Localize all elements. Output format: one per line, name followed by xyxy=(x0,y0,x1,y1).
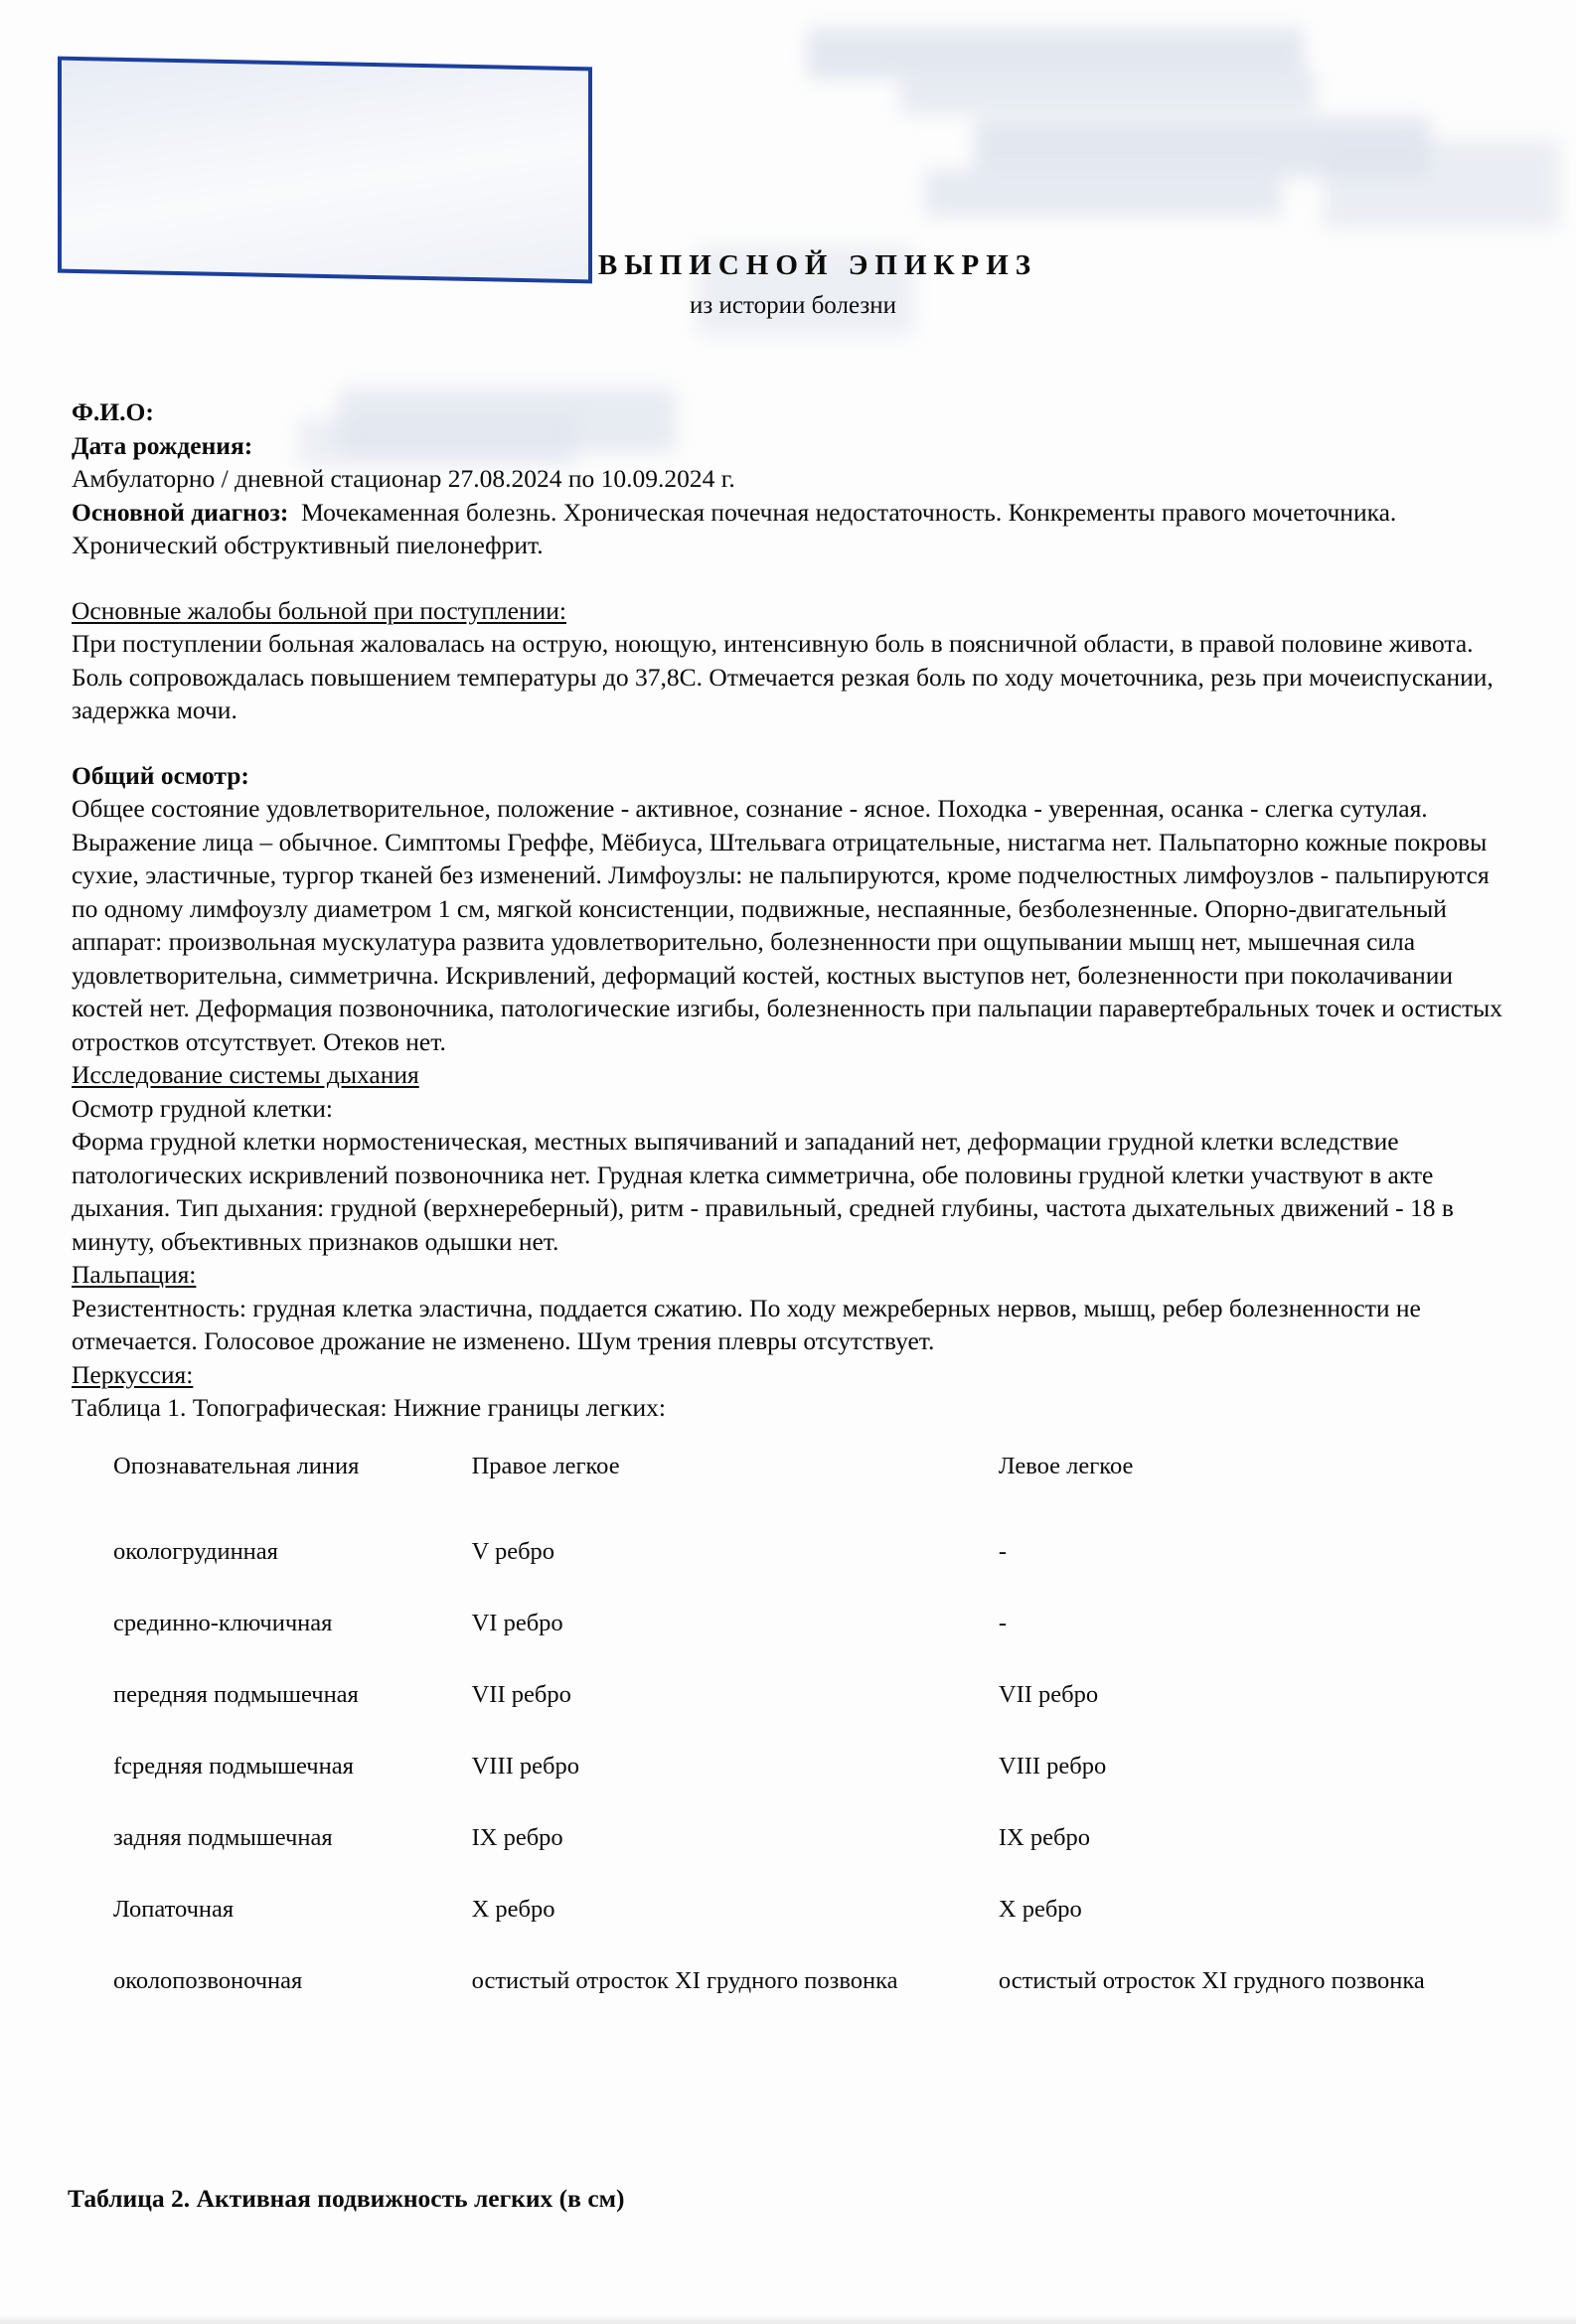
cell-left: X ребро xyxy=(998,1895,1082,1923)
cell-line: окологрудинная xyxy=(113,1537,278,1565)
document-title: ВЫПИСНОЙ ЭПИКРИЗ xyxy=(597,249,1038,281)
cell-left: IX ребро xyxy=(998,1823,1090,1851)
cell-right: VI ребро xyxy=(471,1609,563,1636)
palpation-text: Резистентность: грудная клетка эластична, поддается сжатию. По ходу межреберных нервов, мышц, ребер болезненности не отмечается. Голосовое дрожание не изменено. Шум трения плевры отсутствует. xyxy=(72,1293,1428,1355)
column-header-left-lung: Левое легкое xyxy=(998,1452,1134,1479)
table-row xyxy=(113,1536,1504,1608)
chest-inspection-label: Осмотр грудной клетки: xyxy=(72,1093,333,1123)
complaints-heading: Основные жалобы больной при поступлении: xyxy=(72,595,566,625)
table-body xyxy=(113,1536,1504,2037)
redaction-smudge xyxy=(1322,139,1560,229)
chest-inspection-text: Форма грудной клетки нормостеническая, местных выпячиваний и западаний нет, деформации грудной клетки вследствие патологических искривлений позвоночника нет. Грудная клетка симметрична, обе половины грудной клетки участвуют в акте дыхания. Тип дыхания: грудной (верхнереберный), ритм - правильный, средней глубины, частота дыхательных движений - 18 в минуту, объективных признаков одышки нет. xyxy=(72,1127,1461,1256)
general-exam-text: Общее состояние удовлетворительное, положение - активное, сознание - ясное. Походка - уверенная, осанка - слегка сутулая. Выражение лица – обычное. Симптомы Греффе, Мёбиуса, Штельвага отрицательные, нистагма нет. Пальпаторно кожные покровы сухие, эластичные, тургор тканей без изменений. Лимфоузлы: не пальпируются, кроме подчелюстных лимфоузлов - пальпируются по одному лимфоузлу диаметром 1 см, мягкой консистенции, подвижные, неспаянные, безболезненные. Опорно-двигательный аппарат: произвольная мускулатура развита удовлетворительно, болезненности при ощупывании мышц нет, мышечная сила удовлетворительна, симметрична. Искривлений, деформаций костей, костных выступов нет, болезненности при поколачивании костей нет. Деформация позвоночника, патологические изгибы, болезненность при пальпации паравертебральных точек и остистых отростков отсутствует. Отеков нет. xyxy=(72,794,1509,1056)
patient-diagnosis-row xyxy=(72,496,1512,562)
cell-line: задняя подмышечная xyxy=(113,1823,333,1851)
table-row xyxy=(113,1751,1504,1822)
general-exam-heading: Общий осмотр: xyxy=(72,760,249,790)
cell-line: срединно-ключичная xyxy=(113,1609,333,1636)
respiratory-heading: Исследование системы дыхания xyxy=(72,1060,419,1089)
palpation-label: Пальпация: xyxy=(72,1260,197,1289)
table-row xyxy=(113,1894,1504,1965)
percussion-label: Перкуссия: xyxy=(72,1359,194,1389)
complaints-text: При поступлении больная жаловалась на острую, ноющую, интенсивную боль в поясничной области, в правой половине живота. Боль сопровождалась повышением температуры до 37,8С. Отмечается резкая боль по ходу мочеточника, резь при мочеиспускании, задержка мочи. xyxy=(72,629,1500,724)
cell-right: V ребро xyxy=(471,1537,555,1565)
document-body xyxy=(72,395,1512,2037)
lung-borders-table xyxy=(113,1451,1504,2037)
cell-right: VII ребро xyxy=(471,1680,571,1708)
diagnosis-label: Основной диагноз: xyxy=(72,497,289,527)
table2-caption: Таблица 2. Активная подвижность легких (в см) xyxy=(68,2184,625,2213)
diagnosis-text: Мочекаменная болезнь. Хроническая почечная недостаточность. Конкременты правого мочеточника. Хронический обструктивный пиелонефрит. xyxy=(72,497,1403,559)
redaction-smudge xyxy=(924,169,1282,217)
table-header-row xyxy=(113,1451,1504,1536)
table-row xyxy=(113,1965,1504,2037)
column-header-right-lung: Правое легкое xyxy=(471,1452,620,1479)
cell-left: VIII ребро xyxy=(998,1752,1107,1780)
cell-line: Лопаточная xyxy=(113,1895,235,1923)
cell-line: околопозвоночная xyxy=(113,1966,303,1994)
cell-left: VII ребро xyxy=(998,1680,1099,1708)
cell-right: X ребро xyxy=(471,1895,555,1923)
cell-right: IX ребро xyxy=(471,1823,563,1851)
page-bottom-edge xyxy=(0,2314,1576,2324)
document-subtitle: из истории болезни xyxy=(690,291,896,319)
table-row xyxy=(113,1822,1504,1894)
patient-dob-label: Дата рождения: xyxy=(72,430,253,460)
cell-line: fсредняя подмышечная xyxy=(113,1752,354,1780)
column-header-line: Опознавательная линия xyxy=(113,1452,360,1479)
table-row xyxy=(113,1679,1504,1751)
cell-left: остистый отросток XI грудного позвонка xyxy=(998,1966,1425,1994)
cell-right: VIII ребро xyxy=(471,1752,579,1780)
redaction-smudge xyxy=(899,72,1317,115)
patient-fio-label: Ф.И.О: xyxy=(72,397,154,426)
cell-right: остистый отросток XI грудного позвонка xyxy=(471,1966,898,1994)
cell-left: - xyxy=(998,1537,1008,1565)
patient-dob-row xyxy=(72,429,1512,463)
patient-stay-line: Амбулаторно / дневной стационар 27.08.2024 по 10.09.2024 г. xyxy=(72,464,735,493)
table1-caption: Таблица 1. Топографическая: Нижние границы легких: xyxy=(72,1393,666,1422)
table-row xyxy=(113,1608,1504,1679)
document-title-block xyxy=(0,250,1576,322)
cell-line: передняя подмышечная xyxy=(113,1680,359,1708)
cell-left: - xyxy=(998,1609,1008,1636)
